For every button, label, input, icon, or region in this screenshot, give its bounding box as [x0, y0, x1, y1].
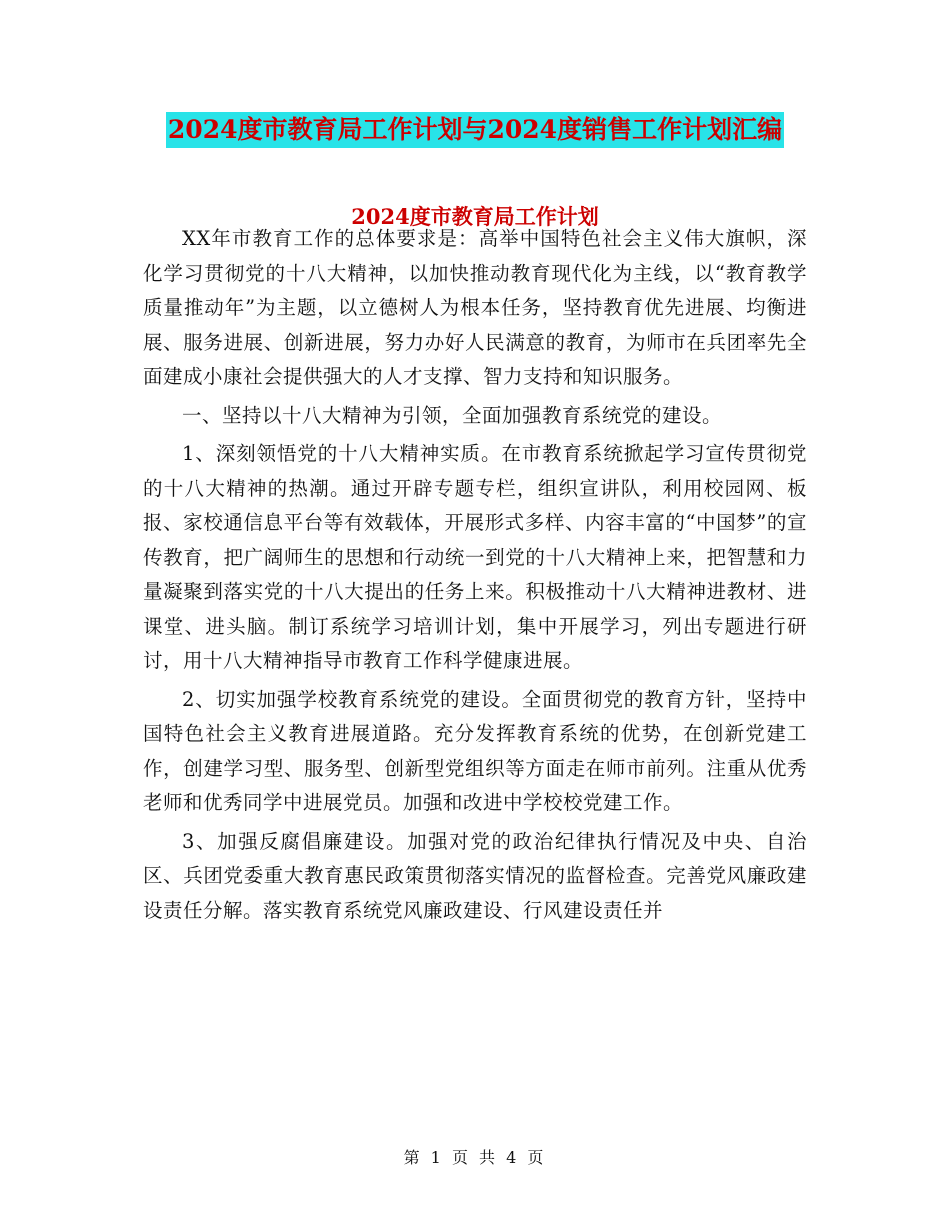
paragraph-item-3: 3、加强反腐倡廉建设。加强对党的政治纪律执行情况及中央、自治区、兵团党委重大教育惠民政策贯彻落实情况的监督检查。完善党风廉政建设责任分解。落实教育系统党风廉政建设、行风建设责任并 [143, 829, 807, 922]
paragraph-intro: XX年市教育工作的总体要求是：高举中国特色社会主义伟大旗帜，深化学习贯彻党的十八大精神，以加快推动教育现代化为主线，以“教育教学质量推动年”为主题，以立德树人为根本任务，坚持教育优先进展、均衡进展、服务进展、创新进展，努力办好人民满意的教育，为师市在兵团率先全面建成小康社会提供强大的人才支撑、智力支持和知识服务。 [143, 227, 807, 388]
document-body [143, 222, 807, 932]
paragraph-heading-1: 一、坚持以十八大精神为引领，全面加强教育系统党的建设。 [182, 403, 723, 427]
page-footer: 第 1 页 共 4 页 [403, 1148, 547, 1167]
document-title-container [0, 112, 950, 148]
section-title: 2024度市教育局工作计划 [351, 204, 599, 229]
paragraph-item-1: 1、深刻领悟党的十八大精神实质。在市教育系统掀起学习宣传贯彻党的十八大精神的热潮。通过开辟专题专栏，组织宣讲队，利用校园网、板报、家校通信息平台等有效载体，开展形式多样、内容丰富的“中国梦”的宣传教育，把广阔师生的思想和行动统一到党的十八大精神上来，把智慧和力量凝聚到落实党的十八大提出的任务上来。积极推动十八大精神进教材、进课堂、进头脑。制订系统学习培训计划，集中开展学习，列出专题进行研讨，用十八大精神指导市教育工作科学健康进展。 [143, 442, 807, 672]
paragraph-item-2: 2、切实加强学校教育系统党的建设。全面贯彻党的教育方针，坚持中国特色社会主义教育进展道路。充分发挥教育系统的优势，在创新党建工作，创建学习型、服务型、创新型党组织等方面走在师市前列。注重从优秀老师和优秀同学中进展党员。加强和改进中学校校党建工作。 [143, 687, 807, 814]
document-title: 2024度市教育局工作计划与2024度销售工作计划汇编 [166, 112, 784, 148]
